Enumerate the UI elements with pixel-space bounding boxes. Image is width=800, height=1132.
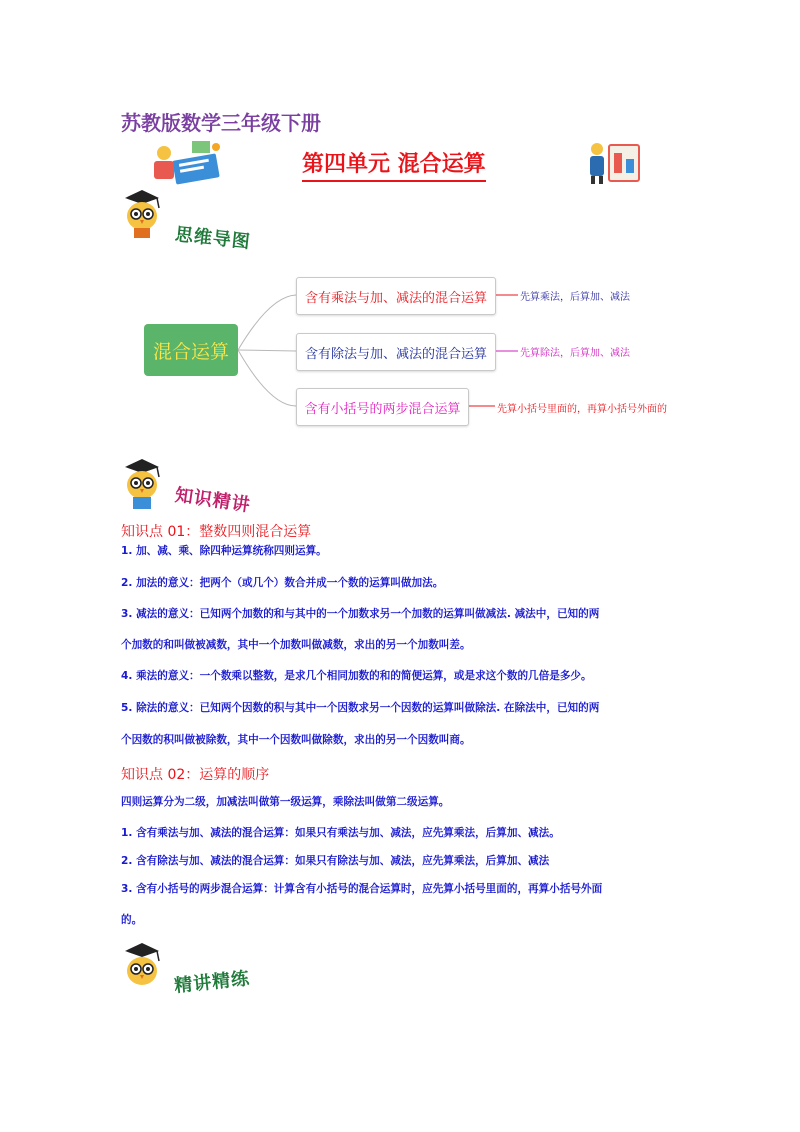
section-title-mindmap: 思维导图 xyxy=(173,224,252,253)
knowledge-line: 5. 除法的意义：已知两个因数的积与其中一个因数求另一个因数的运算叫做除法. 在除法中，已知的两 xyxy=(121,702,600,714)
mindmap-root: 混合运算 xyxy=(144,324,238,376)
knowledge-line: 的。 xyxy=(121,914,143,926)
knowledge-line: 1. 含有乘法与加、减法的混合运算：如果只有乘法与加、减法，应先算乘法，后算加、减法。 xyxy=(121,827,560,839)
unit-title: 第四单元 混合运算 xyxy=(302,147,486,182)
knowledge-point-heading: 知识点 02：运算的顺序 xyxy=(121,767,270,783)
knowledge-line: 2. 加法的意义：把两个（或几个）数合并成一个数的运算叫做加法。 xyxy=(121,577,444,589)
mindmap-node: 含有乘法与加、减法的混合运算 xyxy=(296,277,496,315)
owl-mascot-icon xyxy=(119,457,165,511)
knowledge-line: 1. 加、减、乘、除四种运算统称四则运算。 xyxy=(121,545,327,557)
mindmap-rule: 先算除法，后算加、减法 xyxy=(520,348,630,359)
book-title: 苏教版数学三年级下册 xyxy=(121,111,321,135)
owl-mascot-icon xyxy=(119,941,165,989)
section-title-practice: 精讲精练 xyxy=(173,968,252,997)
knowledge-line: 2. 含有除法与加、减法的混合运算：如果只有除法与加、减法，应先算乘法，后算加、减法 xyxy=(121,855,550,867)
knowledge-point-heading: 知识点 01：整数四则混合运算 xyxy=(121,524,312,540)
knowledge-line: 4. 乘法的意义：一个数乘以整数，是求几个相同加数的和的简便运算，或是求这个数的几倍是多少。 xyxy=(121,670,592,682)
section-title-knowledge: 知识精讲 xyxy=(173,484,252,517)
knowledge-line: 四则运算分为二级，加减法叫做第一级运算，乘除法叫做第二级运算。 xyxy=(121,796,450,808)
mindmap-rule: 先算乘法，后算加、减法 xyxy=(520,292,630,303)
knowledge-line: 个因数的积叫做被除数，其中一个因数叫做除数，求出的另一个因数叫商。 xyxy=(121,734,471,746)
knowledge-line: 3. 减法的意义：已知两个加数的和与其中的一个加数求另一个加数的运算叫做减法. 减法中，已知的两 xyxy=(121,608,600,620)
mindmap-node: 含有除法与加、减法的混合运算 xyxy=(296,333,496,371)
mindmap-node: 含有小括号的两步混合运算 xyxy=(296,388,469,426)
mindmap-rule: 先算小括号里面的，再算小括号外面的 xyxy=(497,404,667,415)
knowledge-line: 3. 含有小括号的两步混合运算：计算含有小括号的混合运算时，应先算小括号里面的，再算小括号外面 xyxy=(121,883,603,895)
knowledge-line: 个加数的和叫做被减数，其中一个加数叫做减数，求出的另一个加数叫差。 xyxy=(121,639,471,651)
